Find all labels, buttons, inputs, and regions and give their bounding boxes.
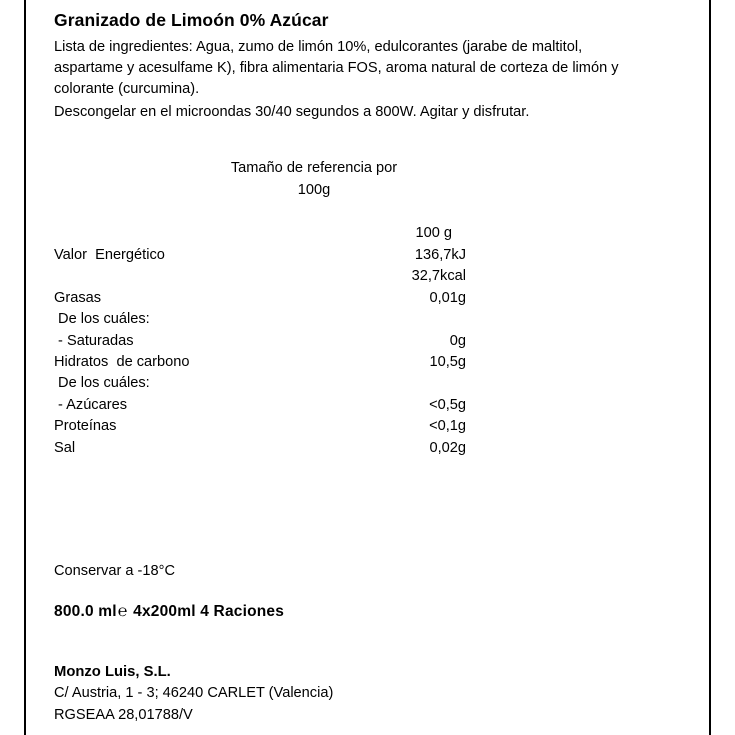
pack-format: 4x200ml 4 Raciones [133, 603, 285, 621]
header-amount-cell: 100 g [415, 225, 452, 242]
nutrient-value: 0,01g [429, 289, 466, 306]
table-row [54, 288, 484, 309]
table-row [54, 331, 484, 352]
estimated-sign-icon: ℮ [117, 603, 128, 621]
nutrient-name: - Saturadas [54, 332, 134, 349]
nutrient-value: 136,7kJ [414, 246, 466, 263]
nutrient-value: <0,1g [429, 418, 466, 435]
table-row [54, 438, 484, 459]
table-row [54, 395, 484, 416]
reference-size-line2: 100g [297, 181, 331, 198]
header-blank-cell [54, 223, 294, 244]
net-volume: 800.0 ml [54, 603, 117, 621]
nutrient-name: Sal [54, 439, 76, 456]
nutrient-name: Proteínas [54, 418, 117, 435]
reference-size-line1: Tamaño de referencia por [230, 159, 398, 176]
nutrient-name: - Azúcares [54, 396, 127, 413]
storage-instructions: Conservar a -18°C [54, 563, 176, 580]
nutrition-label-panel [24, 0, 711, 735]
nutrition-table [54, 223, 484, 459]
nutrient-name: De los cuáles: [54, 375, 150, 392]
nutrient-name: Grasas [54, 289, 102, 306]
reference-size-header [99, 158, 529, 202]
nutrient-name: De los cuáles: [54, 311, 150, 328]
nutrient-value: 0g [449, 332, 466, 349]
nutrient-value: 32,7kcal [411, 268, 466, 285]
table-row [54, 373, 484, 394]
nutrient-name: Valor Energético [54, 246, 165, 263]
table-row [54, 266, 484, 287]
table-row [54, 416, 484, 437]
nutrient-value [294, 373, 484, 394]
table-header-row [54, 223, 484, 244]
nutrition-table-body [54, 223, 484, 459]
nutrient-name: Hidratos de carbono [54, 354, 190, 371]
table-row [54, 245, 484, 266]
nutrient-name [54, 266, 294, 287]
nutrient-value: 0,02g [429, 439, 466, 456]
nutrient-value [294, 309, 484, 330]
nutrient-value: 10,5g [429, 354, 466, 371]
manufacturer-address: C/ Austria, 1 - 3; 46240 CARLET (Valencia) [54, 685, 334, 702]
table-row [54, 352, 484, 373]
preparation-instructions: Descongelar en el microondas 30/40 segundos a 800W. Agitar y disfrutar. [54, 104, 530, 121]
ingredients-text: Lista de ingredientes: Agua, zumo de limón 10%, edulcorantes (jarabe de maltitol, aspartame y acesulfame K), fibra alimentaria FOS, aroma natural de corteza de limón y colorante (curcumina). [54, 39, 619, 98]
page-title: Granizado de Limoón 0% Azúcar [54, 10, 329, 30]
table-row [54, 309, 484, 330]
manufacturer-registration: RGSEAA 28,01788/V [54, 707, 193, 724]
quantity-line [54, 603, 687, 621]
manufacturer-block [54, 661, 687, 727]
nutrient-value: <0,5g [429, 396, 466, 413]
manufacturer-name: Monzo Luis, S.L. [54, 664, 171, 681]
